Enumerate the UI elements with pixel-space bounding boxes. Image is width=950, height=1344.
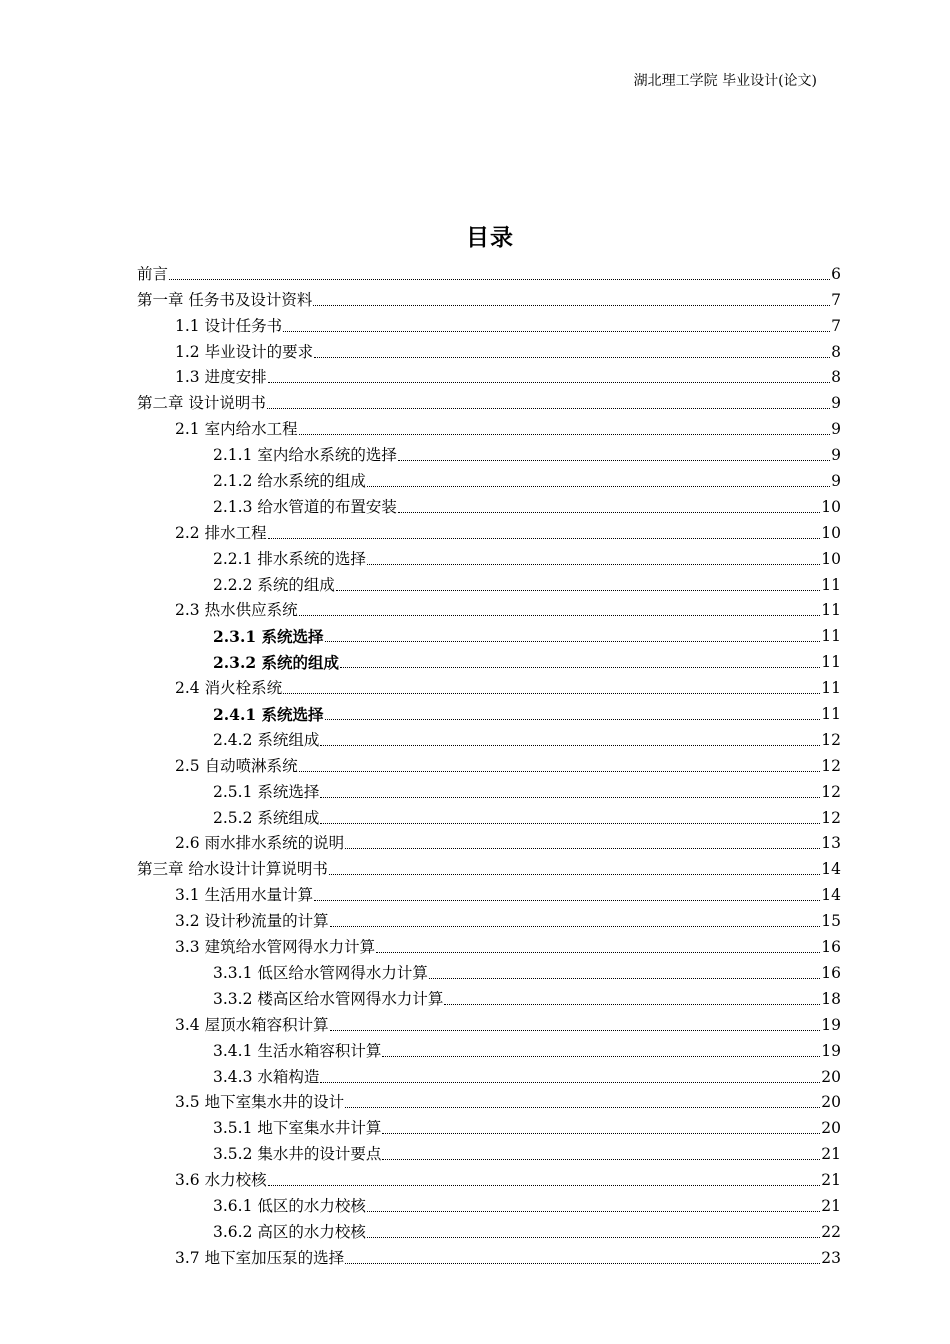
toc-entry-page-number: 23 <box>821 1248 841 1267</box>
toc-entry-page-number: 21 <box>821 1196 841 1215</box>
toc-entry[interactable] <box>137 1139 841 1165</box>
toc-entry-page-number: 21 <box>821 1171 841 1190</box>
toc-dot-leader <box>320 1082 820 1083</box>
toc-dot-leader <box>376 952 820 953</box>
toc-entry[interactable] <box>137 544 841 570</box>
toc-entry[interactable] <box>137 440 841 466</box>
toc-entry-page-number: 11 <box>821 627 841 646</box>
toc-entry[interactable] <box>137 466 841 492</box>
toc-entry[interactable] <box>137 518 841 544</box>
toc-entry-page-number: 16 <box>821 938 841 957</box>
toc-entry-page-number: 7 <box>831 290 841 309</box>
toc-dot-leader <box>330 1030 821 1031</box>
toc-entry-page-number: 14 <box>821 860 841 879</box>
toc-entry-page-number: 20 <box>821 1119 841 1138</box>
toc-entry-label: 1.1 设计任务书 <box>175 316 283 335</box>
toc-dot-leader <box>398 512 820 513</box>
toc-entry-label: 3.2 设计秒流量的计算 <box>175 912 329 931</box>
toc-entry-label: 3.1 生活用水量计算 <box>175 886 314 905</box>
toc-entry-label: 2.1 室内给水工程 <box>175 420 298 439</box>
toc-entry[interactable] <box>137 673 841 699</box>
toc-entry[interactable] <box>137 363 841 389</box>
toc-dot-leader <box>268 538 821 539</box>
toc-entry-label: 3.4 屋顶水箱容积计算 <box>175 1015 329 1034</box>
toc-entry-page-number: 6 <box>831 264 841 283</box>
toc-entry-page-number: 21 <box>821 1145 841 1164</box>
toc-entry-label: 2.6 雨水排水系统的说明 <box>175 834 345 853</box>
toc-entry-label: 3.3.1 低区给水管网得水力计算 <box>213 963 428 982</box>
toc-entry-page-number: 12 <box>821 808 841 827</box>
toc-entry[interactable] <box>137 1062 841 1088</box>
toc-entry-label: 2.4 消火栓系统 <box>175 679 283 698</box>
toc-entry-page-number: 20 <box>821 1067 841 1086</box>
toc-dot-leader <box>169 279 830 280</box>
toc-entry-label: 2.3.1 系统选择 <box>213 627 324 647</box>
toc-entry-page-number: 11 <box>821 653 841 672</box>
toc-entry-page-number: 8 <box>831 342 841 361</box>
toc-entry[interactable] <box>137 699 841 725</box>
toc-entry[interactable] <box>137 621 841 647</box>
toc-dot-leader <box>283 693 820 694</box>
toc-entry-label: 2.5 自动喷淋系统 <box>175 756 298 775</box>
toc-entry-page-number: 18 <box>821 989 841 1008</box>
toc-entry-label: 第二章 设计说明书 <box>137 394 266 413</box>
toc-dot-leader <box>329 874 820 875</box>
toc-dot-leader <box>314 357 830 358</box>
toc-dot-leader <box>367 486 830 487</box>
toc-entry-page-number: 10 <box>821 549 841 568</box>
toc-entry-label: 2.5.2 系统组成 <box>213 808 320 827</box>
toc-entry[interactable] <box>137 854 841 880</box>
toc-entry[interactable] <box>137 751 841 777</box>
toc-entry-page-number: 14 <box>821 886 841 905</box>
toc-entry[interactable] <box>137 647 841 673</box>
toc-entry-page-number: 8 <box>831 368 841 387</box>
toc-entry[interactable] <box>137 906 841 932</box>
toc-dot-leader <box>367 564 820 565</box>
toc-entry[interactable] <box>137 1113 841 1139</box>
toc-entry-page-number: 11 <box>821 575 841 594</box>
toc-dot-leader <box>299 771 821 772</box>
toc-dot-leader <box>345 1263 820 1264</box>
toc-entry-page-number: 9 <box>831 446 841 465</box>
toc-entry[interactable] <box>137 932 841 958</box>
toc-entry[interactable] <box>137 311 841 337</box>
toc-entry-label: 3.4.1 生活水箱容积计算 <box>213 1041 382 1060</box>
toc-dot-leader <box>267 408 830 409</box>
toc-entry[interactable] <box>137 1036 841 1062</box>
toc-entry-label: 2.2 排水工程 <box>175 523 267 542</box>
toc-entry-label: 2.2.2 系统的组成 <box>213 575 335 594</box>
toc-entry-label: 前言 <box>137 264 169 283</box>
toc-dot-leader <box>398 460 830 461</box>
toc-entry[interactable] <box>137 1243 841 1269</box>
page-title: 目录 <box>466 224 514 251</box>
toc-entry-label: 3.3 建筑给水管网得水力计算 <box>175 938 376 957</box>
toc-entry-page-number: 11 <box>821 679 841 698</box>
toc-entry-page-number: 16 <box>821 963 841 982</box>
toc-entry-label: 2.1.1 室内给水系统的选择 <box>213 446 397 465</box>
toc-entry-label: 3.5 地下室集水井的设计 <box>175 1093 345 1112</box>
toc-entry-label: 3.4.3 水箱构造 <box>213 1067 320 1086</box>
toc-dot-leader <box>429 978 820 979</box>
toc-entry-label: 3.6 水力校核 <box>175 1171 267 1190</box>
page-header: 湖北理工学院 毕业设计(论文) <box>633 73 817 89</box>
toc-dot-leader <box>299 434 831 435</box>
toc-dot-leader <box>314 900 820 901</box>
toc-dot-leader <box>345 848 820 849</box>
toc-entry-page-number: 9 <box>831 394 841 413</box>
toc-entry-page-number: 11 <box>821 601 841 620</box>
toc-entry-page-number: 9 <box>831 472 841 491</box>
toc-entry-page-number: 19 <box>821 1041 841 1060</box>
toc-entry[interactable] <box>137 1217 841 1243</box>
toc-entry-label: 2.1.3 给水管道的布置安装 <box>213 497 397 516</box>
toc-entry-label: 3.3.2 楼高区给水管网得水力计算 <box>213 989 444 1008</box>
toc-entry-label: 1.2 毕业设计的要求 <box>175 342 314 361</box>
toc-dot-leader <box>367 1211 820 1212</box>
toc-dot-leader <box>325 641 821 642</box>
toc-entry-label: 3.6.1 低区的水力校核 <box>213 1196 366 1215</box>
toc-dot-leader <box>320 797 820 798</box>
toc-entry[interactable] <box>137 777 841 803</box>
toc-entry-page-number: 9 <box>831 420 841 439</box>
toc-entry-label: 2.4.2 系统组成 <box>213 730 320 749</box>
toc-entry-page-number: 15 <box>821 912 841 931</box>
toc-dot-leader <box>313 305 830 306</box>
toc-entry-label: 2.3.2 系统的组成 <box>213 653 340 673</box>
toc-entry-page-number: 11 <box>821 705 841 724</box>
toc-dot-leader <box>330 926 821 927</box>
toc-entry[interactable] <box>137 388 841 414</box>
toc-entry-label: 第一章 任务书及设计资料 <box>137 290 313 309</box>
toc-entry-page-number: 19 <box>821 1015 841 1034</box>
toc-dot-leader <box>382 1133 820 1134</box>
toc-entry-page-number: 12 <box>821 782 841 801</box>
toc-dot-leader <box>336 590 820 591</box>
toc-entry[interactable] <box>137 1191 841 1217</box>
toc-dot-leader <box>299 615 821 616</box>
toc-entry-label: 3.7 地下室加压泵的选择 <box>175 1248 345 1267</box>
toc-entry-label: 3.5.2 集水井的设计要点 <box>213 1145 382 1164</box>
toc-entry[interactable] <box>137 803 841 829</box>
toc-entry[interactable] <box>137 492 841 518</box>
toc-entry-page-number: 13 <box>821 834 841 853</box>
toc-entry[interactable] <box>137 880 841 906</box>
toc-entry[interactable] <box>137 259 841 285</box>
toc-entry[interactable] <box>137 337 841 363</box>
toc-entry[interactable] <box>137 725 841 751</box>
toc-entry[interactable] <box>137 285 841 311</box>
toc-entry-label: 2.5.1 系统选择 <box>213 782 320 801</box>
toc-entry[interactable] <box>137 1165 841 1191</box>
toc-entry[interactable] <box>137 958 841 984</box>
toc-entry-page-number: 7 <box>831 316 841 335</box>
toc-entry[interactable] <box>137 1088 841 1114</box>
toc-dot-leader <box>320 823 820 824</box>
toc-entry-label: 3.6.2 高区的水力校核 <box>213 1222 366 1241</box>
toc-entry-label: 第三章 给水设计计算说明书 <box>137 860 328 879</box>
toc-dot-leader <box>325 719 821 720</box>
toc-entry[interactable] <box>137 1010 841 1036</box>
toc-entry-label: 3.5.1 地下室集水井计算 <box>213 1119 382 1138</box>
toc-dot-leader <box>320 745 820 746</box>
table-of-contents <box>137 259 841 1269</box>
toc-entry[interactable] <box>137 984 841 1010</box>
toc-entry[interactable] <box>137 570 841 596</box>
toc-entry[interactable] <box>137 596 841 622</box>
toc-entry-page-number: 10 <box>821 523 841 542</box>
toc-dot-leader <box>382 1056 820 1057</box>
toc-dot-leader <box>268 382 831 383</box>
toc-entry-label: 2.2.1 排水系统的选择 <box>213 549 366 568</box>
toc-dot-leader <box>268 1185 821 1186</box>
toc-entry[interactable] <box>137 414 841 440</box>
toc-entry-page-number: 10 <box>821 497 841 516</box>
toc-entry-label: 2.4.1 系统选择 <box>213 705 324 725</box>
toc-entry-page-number: 22 <box>821 1222 841 1241</box>
toc-dot-leader <box>382 1159 820 1160</box>
toc-dot-leader <box>283 331 830 332</box>
toc-dot-leader <box>444 1004 820 1005</box>
toc-entry-page-number: 20 <box>821 1093 841 1112</box>
toc-entry-page-number: 12 <box>821 756 841 775</box>
toc-entry-page-number: 12 <box>821 730 841 749</box>
toc-entry[interactable] <box>137 829 841 855</box>
toc-dot-leader <box>367 1237 820 1238</box>
toc-entry-label: 1.3 进度安排 <box>175 368 267 387</box>
toc-dot-leader <box>345 1107 820 1108</box>
toc-dot-leader <box>340 667 820 668</box>
toc-entry-label: 2.1.2 给水系统的组成 <box>213 472 366 491</box>
toc-entry-label: 2.3 热水供应系统 <box>175 601 298 620</box>
